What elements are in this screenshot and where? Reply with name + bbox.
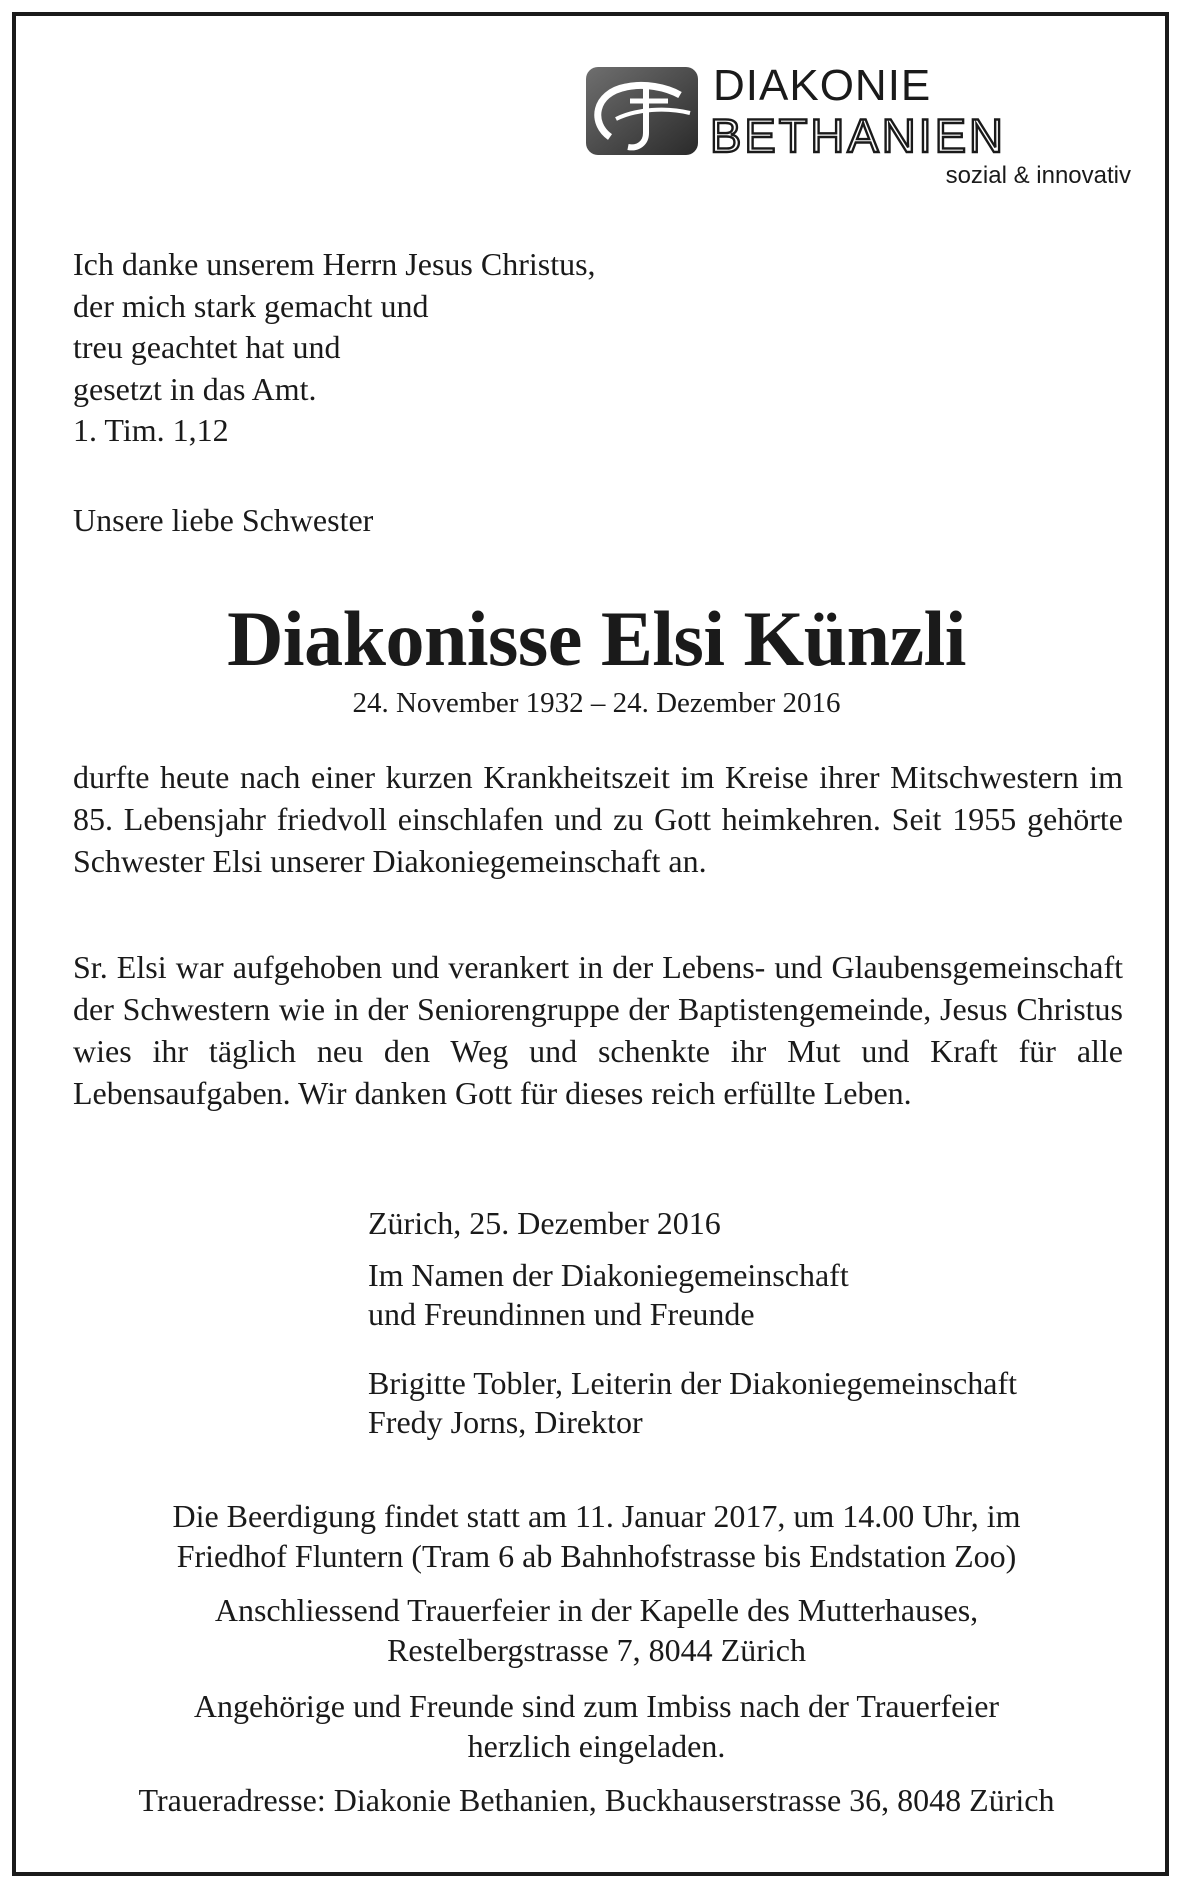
- diakonie-bethanien-logo-mark-icon: [586, 67, 698, 155]
- logo-line-diakonie: DIAKONIE: [713, 61, 932, 110]
- organization-logo: [586, 61, 1131, 194]
- burial-info: [0, 1496, 1193, 1576]
- burial-line: Die Beerdigung findet statt am 11. Januar 2017, um 14.00 Uhr, im: [172, 1498, 1021, 1534]
- verse-line: treu geachtet hat und: [73, 329, 341, 365]
- invitation-info: [0, 1686, 1193, 1766]
- signer-line: Fredy Jorns, Direktor: [368, 1404, 643, 1440]
- mourning-address: Traueradresse: Diakonie Bethanien, Buckhauserstrasse 36, 8048 Zürich: [138, 1782, 1055, 1818]
- invitation-line: Angehörige und Freunde sind zum Imbiss nach der Trauerfeier: [193, 1688, 1000, 1724]
- signer-line: Brigitte Tobler, Leiterin der Diakoniegemeinschaft: [368, 1365, 1017, 1401]
- logo-line-bethanien: BETHANIEN: [710, 109, 1006, 162]
- verse-reference: 1. Tim. 1,12: [73, 412, 229, 448]
- invitation-line: herzlich eingeladen.: [467, 1728, 726, 1764]
- verse-line: der mich stark gemacht und: [73, 287, 429, 324]
- life-dates: 24. November 1932 – 24. Dezember 2016: [352, 687, 841, 719]
- on-behalf-line: Im Namen der Diakoniegemeinschaft: [368, 1257, 849, 1293]
- service-line: Anschliessend Trauerfeier in der Kapelle des Mutterhauses,: [214, 1592, 979, 1628]
- verse-line: Ich danke unserem Herrn Jesus Christus,: [73, 246, 596, 282]
- body-paragraph: durfte heute nach einer kurzen Krankheitszeit im Kreise ihrer Mitschwestern im 85. Lebensjahr friedvoll einschlafen und zu Gott heimkehren. Seit 1955 gehörte Schwester Elsi unserer Diakoniegemeinschaft an.: [73, 759, 1123, 879]
- burial-line: Friedhof Fluntern (Tram 6 ab Bahnhofstrasse bis Endstation Zoo): [176, 1538, 1017, 1574]
- body-paragraph: Sr. Elsi war aufgehoben und verankert in der Lebens- und Glaubensgemeinschaft der Schwestern wie in der Seniorengruppe der Baptistengemeinde, Jesus Christus wies ihr täglich neu den Weg und schenkte ihr Mut und Kraft für alle Lebensaufgaben. Wir danken Gott für dieses reich erfüllte Leben.: [73, 949, 1123, 1111]
- deceased-name: Diakonisse Elsi Künzli: [227, 595, 966, 682]
- signers-block: [368, 1364, 1017, 1442]
- on-behalf-block: [368, 1256, 849, 1334]
- logo-tagline: sozial & innovativ: [945, 162, 1131, 189]
- intro-text: Unsere liebe Schwester: [73, 502, 374, 538]
- service-line: Restelbergstrasse 7, 8044 Zürich: [387, 1632, 806, 1668]
- bible-verse: [73, 244, 596, 452]
- service-info: [0, 1590, 1193, 1670]
- verse-line: gesetzt in das Amt.: [73, 370, 317, 407]
- on-behalf-line: und Freundinnen und Freunde: [368, 1296, 755, 1332]
- place-date: Zürich, 25. Dezember 2016: [368, 1205, 721, 1241]
